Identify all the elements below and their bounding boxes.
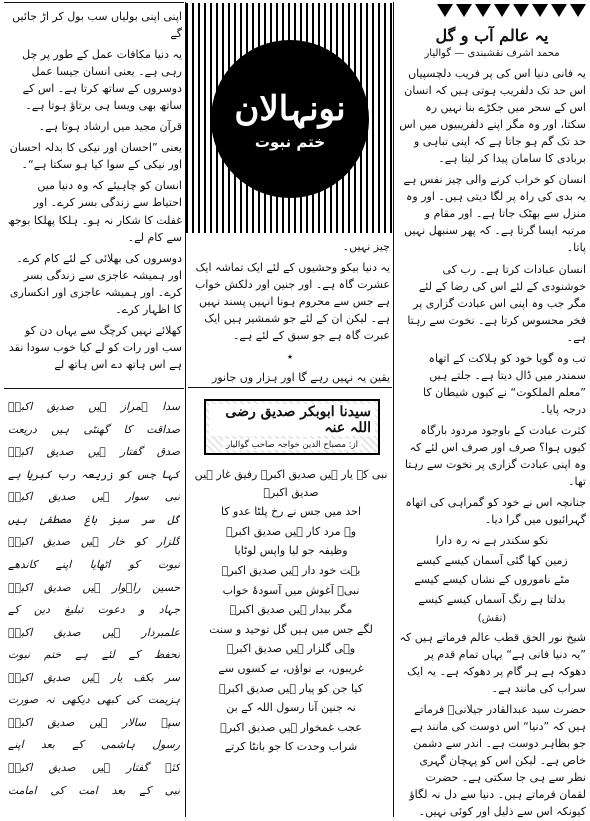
right-article-title: یہ عالم آب و گل bbox=[435, 26, 549, 45]
poem-line: کہا جس کو زریعہ رب کبریا ہے bbox=[8, 467, 180, 481]
triangle-ornament bbox=[456, 4, 472, 17]
top-left-rule bbox=[4, 2, 184, 3]
left-upper-paragraph: انسان کو چاہیئے کہ وہ دنیا میں احتیاط سے زندگی بسر کرے۔ اور غفلت کا شکار نہ ہو۔ ہلکا پھلکا بوجھ سے کام لے۔ bbox=[7, 179, 182, 244]
poem-line: صداقت کا گھنٹی ہیں دریعت bbox=[8, 422, 180, 436]
poem-line: تحفظ کے لئے ہے ختم نبوت bbox=[8, 648, 180, 662]
article-title-box bbox=[204, 399, 380, 455]
left-upper-paragraph: کھلائے نہیں کرچگ سے یہاں دن کو سب اور رات کو لے کیا خوب سودا نقد ہے اس ہاتھ دے اس ہاتھ لے bbox=[8, 323, 182, 371]
attribution: (نقش) bbox=[477, 612, 507, 624]
right-article-paragraph: انسان عبادات کرتا ہے۔ رب کی خوشنودی کے لئے اس کی رضا کے لئے مگر جب وہ اپنی اس عبادت گزاری پر فخر محسوس کرتا ہے۔ نخوت سے رہتا ہے۔ bbox=[407, 262, 586, 344]
article-byline: از: مصباح الدین خواجہ صاحب گوالیار bbox=[223, 439, 361, 450]
triangle-ornament bbox=[475, 4, 491, 17]
left-upper-paragraph: یعنی ”احسان اور نیکی کا بدلہ احسان اور نیکی کے سوا کیا ہو سکتا ہے“۔ bbox=[9, 141, 182, 172]
triangle-ornament bbox=[551, 4, 567, 17]
masthead-logo bbox=[211, 40, 369, 198]
article-title: سیدنا ابوبکر صدیق رضی اللہ عنہ bbox=[209, 404, 375, 436]
right-article-paragraph: انسان کو خراب کرنے والی چیز نفس ہے یہ بدی کی راہ پر لگا دیتی ہیں۔ اور وہ منزل سے بھٹک جاتا ہے۔ اور مقام و مرتبہ ایسا گرتا ہے۔ کہ پھر سنبھل نہیں پاتا۔ bbox=[403, 173, 586, 255]
verse-line: لگے جس میں ہیں گل توحید و سنت bbox=[209, 622, 373, 636]
verse-line: نبی کے یار ہیں صدیق اکبرؓ رفیق غار ہیں صدیق اکبرؓ bbox=[194, 468, 388, 499]
right-article-paragraph: جنانچہ اس نے خود کو گمراہی کی اتھاہ گہرائیوں میں گرا دیا۔ bbox=[405, 496, 586, 527]
middle-upper-text bbox=[190, 238, 390, 384]
couplet-line: زمین کھا گئی آسمان کیسے کیسے bbox=[416, 553, 568, 567]
right-article-paragraph: یہ فانی دنیا اس کی پر فریب دلچسپیاں اس حد تک دلفریب ہوتی ہیں کہ انسان اس کے سحر میں جکڑے بنا نہیں رہ سکتا، اور وہ مگر اپنے دلفریبیوں میں اس حد تک گم ہو جاتا ہے کہ اپنی تباہی و بربادی کا سامان پیدا کر لیتا ہے۔ bbox=[399, 67, 586, 166]
verse-line: نہ جنین آنا رسول اللہ کے بن bbox=[226, 701, 356, 715]
poem-line: علمبردار ہیں صدیق اکبرؓ bbox=[8, 625, 180, 639]
left-upper-paragraph: اپنی اپنی بولیاں سب بول کر اڑ جائیں گے bbox=[12, 10, 182, 41]
left-upper-paragraph: یہ دنیا مکافات عمل کے طور پر چل رہی ہے۔ یعنی انسان جیسا عمل دوسروں کے ساتھ کرتا ہے۔ اس کے ساتھ بھی ویسا ہی برتاؤ ہوتا ہے۔ bbox=[22, 48, 182, 113]
poem-line: کئے گفتار ہیں صدیق اکبرؓ bbox=[8, 761, 180, 774]
triangle-ornament bbox=[494, 4, 510, 17]
left-column-section-rule bbox=[4, 388, 184, 389]
right-article-byline: محمد اشرف نقشبندی — گوالیار bbox=[424, 48, 560, 59]
left-lower-poem bbox=[8, 398, 180, 818]
poem-line: سپہ سالار ہیں صدیق اکبرؓ bbox=[8, 715, 180, 729]
right-article-paragraph: کثرت عبادت کے باوجود مردود بارگاہ کیوں ہوا؟ صرف اور صرف اس لئے کہ وہ اپنی عبادت گزاری پر نخوت سے رہتا تھا۔ bbox=[404, 423, 586, 489]
decorative-triangles bbox=[406, 4, 586, 17]
verse-line: شراب وحدت کا جو بانٹا کرتے bbox=[224, 740, 358, 754]
poem-line: سدا ہمراز ہیں صدیق اکبرؓ bbox=[8, 400, 180, 413]
poem-line: جہاد و دعوت تبلیغ دین کے bbox=[8, 603, 180, 617]
couplet-line: مٹے ناموروں کے نشاں کیسے کیسے bbox=[414, 573, 570, 587]
verse-line: عجب غمخوار ہیں صدیق اکبرؓ bbox=[220, 720, 362, 734]
verse-line: غریبوں، بے نواؤں، بے کسوں سے bbox=[218, 661, 364, 675]
verse-line: بہت خود دار ہیں صدیق اکبرؓ bbox=[221, 563, 361, 577]
poem-line: ہزیمت کی کبھی دیکھی نہ صورت bbox=[8, 693, 180, 707]
left-upper-article bbox=[6, 8, 182, 384]
column-divider-right bbox=[393, 2, 394, 817]
triangle-ornament bbox=[570, 4, 586, 17]
poem-line: گلزار کو خار ہیں صدیق اکبرؓ bbox=[8, 535, 180, 549]
right-article-paragraph: تب وہ گویا خود کو ہلاکت کے اتھاہ سمندر میں ڈال دیتا ہے۔ جلتے ہیں ”معلم الملکوت“ نے کیوں شیطان کا درجہ پایا۔ bbox=[423, 351, 586, 416]
middle-upper-paragraph: یہ دنیا بیکو وحشیوں کے لئے ایک تماشہ ایک عشرت گاہ ہے۔ اور جنین اور دلکش خواب ہے جس سے محروم ہونا انہیں پسند نہیں ہے۔ لیکن ان کے لئے جو شمشیر ہیں ایک عبرت گاہ ہے جو سبق کے لئے ہے۔ bbox=[194, 261, 390, 343]
verse-line: وظیفہ جو لیا واپس لوٹایا bbox=[234, 544, 348, 558]
left-upper-paragraph: قرآن مجید میں ارشاد ہوتا ہے۔ bbox=[38, 120, 182, 134]
right-article-paragraph: حضرت سید عبدالقادر جیلانیؒ فرماتے ہیں کہ ”دنیا“ اس دوست کی مانند ہے جو بظاہر دوست ہے۔ اندر سے دشمن خاص ہے۔ لیکن اس کو پہچان گہری نظر سے ہی جا سکتی ہے۔ حضرت لقمان فرماتے ہیں۔ دنیا سے دل نہ لگاؤ کیونکہ اس سے ذلیل اور کوئی نہیں۔ bbox=[409, 702, 586, 818]
poem-line: گل سر سبز باغ مصطفیٰ ہیں bbox=[8, 512, 180, 526]
poem-line: سر بکف یار ہیں صدیق اکبرؓ bbox=[8, 670, 180, 684]
masthead-title: نونہالان bbox=[234, 88, 346, 129]
right-article-paragraph: شیخ نور الحق قطب عالم فرماتے ہیں کہ ”یہ دنیا فانی ہے“ یہاں تمام قدم پر دھوکہ ہے ہر گام پر دھوکہ ہے۔ یہ ایک سراب کی مانند ہے۔ bbox=[399, 630, 586, 695]
middle-verse bbox=[192, 466, 390, 818]
poem-line: نبی کے بعد امت کی امامت bbox=[8, 783, 180, 797]
couplet-line: نکو سکندر ہے نہ رہ دارا bbox=[435, 534, 549, 548]
poem-line: رسول ہاشمی کے بعد اپنے bbox=[8, 738, 180, 752]
verse-line: مگر بیدار ہیں صدیق اکبرؓ bbox=[229, 603, 353, 617]
poem-line: نبوت کو اٹھایا اپنے کاندھے bbox=[8, 557, 180, 571]
star-separator: ٭ bbox=[287, 350, 293, 364]
verse-line: وہی گلزار ہیں صدیق اکبرؓ bbox=[226, 642, 356, 656]
middle-upper-paragraph: چیز نہیں۔ bbox=[342, 240, 390, 253]
left-upper-paragraph: دوسروں کی بھلائی کے لئے کام کرے۔ اور ہمیشہ عاجزی سے زندگی بسر کرے۔ اور ہمیشہ عاجزی اور انکساری کا اظہار کرے۔ bbox=[9, 251, 182, 316]
verse-line: وہ مرد کار ہیں صدیق اکبرؓ bbox=[225, 524, 357, 538]
poem-line: حسین راہوار ہیں صدیق اکبرؓ bbox=[8, 580, 180, 594]
triangle-ornament bbox=[532, 4, 548, 17]
verse-line: نبیؐ آغوش میں آسودۂ خواب bbox=[222, 583, 360, 597]
verse-line: احد میں جس نے رخ پلٹا عدو کا bbox=[220, 505, 362, 519]
poem-line: صدق گفتار ہیں صدیق اکبرؓ bbox=[8, 445, 180, 459]
middle-upper-paragraph: یقین یہ نہیں رہے گا اور ہزار وں جانور bbox=[212, 371, 390, 384]
couplet-line: بدلتا ہے رنگ آسماں کیسے کیسے bbox=[418, 593, 566, 606]
middle-column-section-rule bbox=[188, 387, 392, 388]
masthead-subtitle: ختم نبوت bbox=[254, 132, 326, 151]
right-article bbox=[398, 26, 586, 818]
verse-line: کیا جن کو پیار ہیں صدیق اکبرؓ bbox=[219, 681, 363, 695]
triangle-ornament bbox=[437, 4, 453, 17]
poem-line: نبی سوار ہیں صدیق اکبرؓ bbox=[8, 490, 180, 504]
triangle-ornament bbox=[513, 4, 529, 17]
